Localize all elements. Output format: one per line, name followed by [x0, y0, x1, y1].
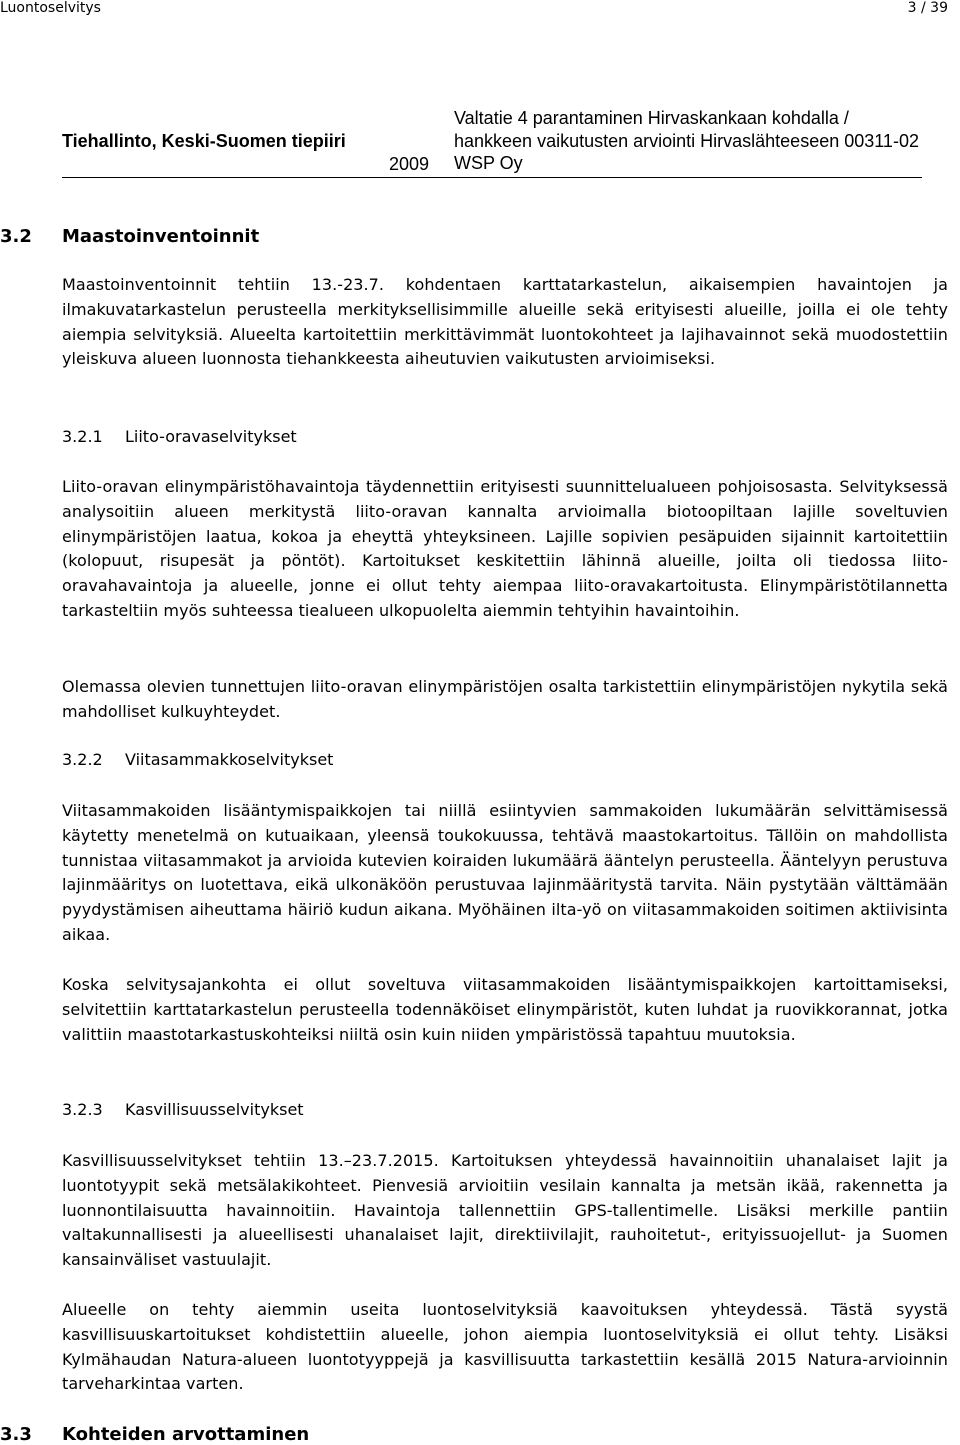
section-number: 3.2: [0, 226, 32, 247]
running-header: [0, 0, 960, 20]
paragraph: Viitasammakoiden lisääntymispaikkojen tai niillä esiintyvien sammakoiden lukumäärän selvittämisessä käytetty menetelmä on kutuaikaan, yleensä toukokuussa, tehtävä maastokartoitus. Tällöin on mahdollista tunnistaa viitasammakot ja arvioida kutevien koiraiden lukumäärä ääntelyn perusteella. Ääntelyyn perustuva lajinmääritys on luotettava, eikä ulkonäköön perustuvaa lajinmääritystä tarvita. Näin pystytään välttämään pyydystämisen aiheuttama häiriö kudun aikana. Myöhäinen ilta-yö on viitasammakoiden soitimen aktiivisinta aikaa.: [62, 801, 948, 944]
subsection-title: Viitasammakkoselvitykset: [125, 750, 334, 769]
organization-name: Tiehallinto, Keski-Suomen tiepiiri: [62, 131, 346, 151]
paragraph: Maastoinventoinnit tehtiin 13.-23.7. kohdentaen karttatarkastelun, aikaisempien havaintojen ja ilmakuvatarkastelun perusteella merkityksellisimmille alueille sekä erityisesti alueille, joilla ei ole tehty aiempia selvityksiä. Alueelta kartoitettiin merkittävimmät luontokohteet ja lajihavainnot sekä muodostettiin yleiskuva alueen luonnosta tiehankkeesta aiheutuvien vaikutusten arvioimiseksi.: [62, 275, 948, 369]
project-title: Valtatie 4 parantaminen Hirvaskankaan kohdalla / hankkeen vaikutusten arviointi Hirvaslähteeseen 00311-02 WSP Oy: [454, 108, 919, 173]
paragraph: Liito-oravan elinympäristöhavaintoja täydennettiin erityisesti suunnittelualueen pohjoisosasta. Selvityksessä analysoitiin alueen merkitystä liito-oravan kannalta arvioimalla biotoopiltaan lajille soveltuvien elinympäristöjen laatua, kokoa ja eheyttä yhteyksineen. Lajille sopivien pesäpuiden sijainnit kartoitettiin (kolopuut, risupesät ja pöntöt). Kartoitukset keskitettiin lähinnä alueille, joilta oli tiedossa liito-oravahavaintoja ja alueelle, jonne ei ollut tehty aiempaa liito-oravakartoitusta. Elinympäristötilannetta tarkasteltiin myös suhteessa tiealueen ulkopuolelta aiemmin tehtyihin havaintoihin.: [62, 477, 948, 620]
subsection-number: 3.2.2: [62, 750, 103, 769]
paragraph: Olemassa olevien tunnettujen liito-oravan elinympäristöjen osalta tarkistettiin elinympäristöjen nykytila sekä mahdolliset kulkuyhteydet.: [62, 677, 948, 721]
page-number: 3 / 39: [907, 0, 948, 16]
section-title: Kohteiden arvottaminen: [62, 1424, 310, 1445]
section-heading-3-3: [0, 1424, 960, 1445]
header-year: 2009: [389, 154, 430, 174]
paragraph: Kasvillisuusselvitykset tehtiin 13.–23.7.2015. Kartoituksen yhteydessä havainnoitiin uhanalaiset lajit ja luontotyypit sekä metsälakikohteet. Pienvesiä arvioitiin vesilain kannalta ja metsän ikää, rakennetta ja luonnontilaisuutta havainnoitiin. Havaintoja tallennettiin GPS-tallentimelle. Lisäksi merkille pantiin valtakunnallisesti ja alueellisesti uhanalaiset lajit, direktiivilajit, rauhoitetut-, erityissuojellut- ja Suomen kansainväliset vastuulajit.: [62, 1151, 948, 1270]
subsection-title: Kasvillisuusselvitykset: [125, 1100, 304, 1119]
document-title: Luontoselvitys: [0, 0, 101, 16]
subsection-number: 3.2.1: [62, 427, 103, 446]
section-number: 3.3: [0, 1424, 32, 1445]
paragraph: Koska selvitysajankohta ei ollut soveltuva viitasammakoiden lisääntymispaikkojen kartoittamiseksi, selvitettiin karttatarkastelun perusteella todennäköiset elinympäristöt, kuten luhdat ja ruovikkorannat, jotka valittiin maastotarkastuskohteiksi niiltä osin kuin niiden ympäristössä tapahtuu muutoksia.: [62, 975, 948, 1044]
subsection-number: 3.2.3: [62, 1100, 103, 1119]
document-header: [62, 104, 922, 176]
subsection-title: Liito-oravaselvitykset: [125, 427, 297, 446]
subsection-heading-3-2-1: [0, 427, 960, 449]
header-divider: [62, 177, 922, 178]
paragraph: Alueelle on tehty aiemmin useita luontoselvityksiä kaavoituksen yhteydessä. Tästä syystä kasvillisuuskartoitukset kohdistettiin alueelle, johon aiempia luontoselvityksiä ei ollut tehty. Lisäksi Kylmähaudan Natura-alueen luontotyyppejä ja kasvillisuutta tarkastettiin kesällä 2015 Natura-arvioinnin tarveharkintaa varten.: [62, 1300, 948, 1394]
section-heading-3-2: [0, 226, 960, 250]
subsection-heading-3-2-2: [0, 750, 960, 772]
subsection-heading-3-2-3: [0, 1100, 960, 1122]
section-title: Maastoinventoinnit: [62, 226, 260, 247]
